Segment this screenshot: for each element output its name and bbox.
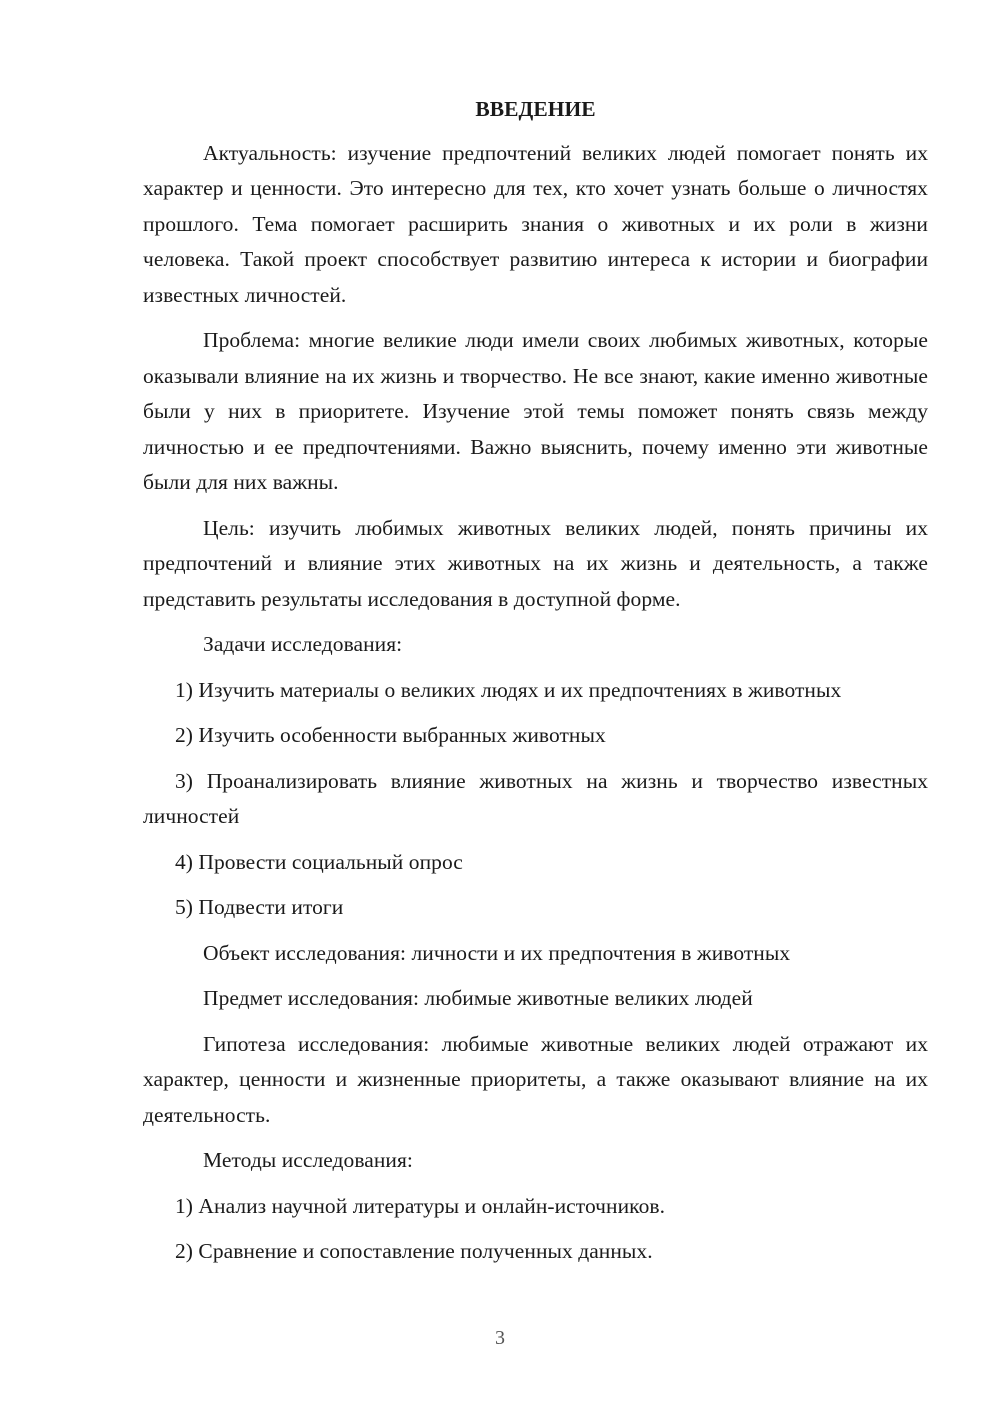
object-paragraph: Объект исследования: личности и их предпочтения в животных <box>203 940 791 965</box>
task-item-4: 4) Провести социальный опрос <box>175 849 463 874</box>
problem-paragraph: Проблема: многие великие люди имели своих любимых животных, которые оказывали влияние на их жизнь и творчество. Не все знают, какие именно животные были у них в приоритете. Изучение этой темы поможет понять связь между личностью и ее предпочтениями. Важно выяснить, почему именно эти животные были для них важны. <box>143 328 928 494</box>
hypothesis-paragraph: Гипотеза исследования: любимые животные великих людей отражают их характер, ценности и жизненные приоритеты, а также оказывают влияние на их деятельность. <box>143 1031 928 1127</box>
method-item-2: 2) Сравнение и сопоставление полученных данных. <box>175 1239 653 1263</box>
method-item-1: 1) Анализ научной литературы и онлайн-источников. <box>175 1193 665 1218</box>
section-title: ВВЕДЕНИЕ <box>475 97 596 121</box>
document-page <box>143 92 928 1280</box>
page-number: 3 <box>495 1327 505 1349</box>
task-item-2: 2) Изучить особенности выбранных животных <box>175 723 606 747</box>
task-item-1: 1) Изучить материалы о великих людях и их предпочтениях в животных <box>175 677 842 702</box>
goal-paragraph: Цель: изучить любимых животных великих людей, понять причины их предпочтений и влияние этих животных на их жизнь и деятельность, а также представить результаты исследования в доступной форме. <box>143 515 928 611</box>
actuality-paragraph: Актуальность: изучение предпочтений великих людей помогает понять их характер и ценности. Это интересно для тех, кто хочет узнать больше о личностях прошлого. Тема помогает расширить знания о животных и их роли в жизни человека. Такой проект способствует развитию интереса к истории и биографии известных личностей. <box>143 140 928 307</box>
methods-heading: Методы исследования: <box>203 1148 413 1172</box>
tasks-heading: Задачи исследования: <box>203 632 403 656</box>
task-item-3: 3) Проанализировать влияние животных на жизнь и творчество известных личностей <box>143 768 928 828</box>
subject-paragraph: Предмет исследования: любимые животные великих людей <box>203 986 753 1010</box>
task-item-5: 5) Подвести итоги <box>175 895 344 919</box>
